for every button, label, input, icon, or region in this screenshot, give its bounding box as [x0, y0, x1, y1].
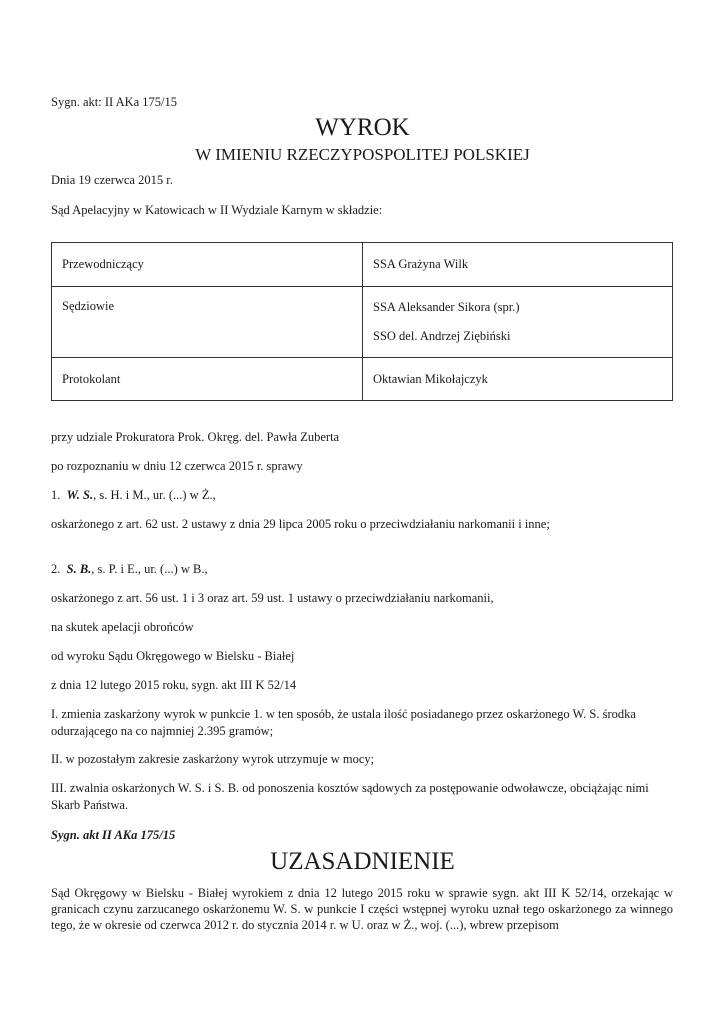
judge-1: SSA Aleksander Sikora (spr.): [373, 300, 520, 314]
judge-2: SSO del. Andrzej Ziębiński: [373, 329, 511, 343]
hearing-line: po rozpoznaniu w dniu 12 czerwca 2015 r. sprawy: [51, 459, 303, 473]
ruling-3: III. zwalnia oskarżonych W. S. i S. B. od ponoszenia kosztów sądowych za postępowanie odwoławcze, obciążając nimi Skarb Państwa.: [51, 781, 649, 812]
ruling-1: I. zmienia zaskarżony wyrok w punkcie 1. w ten sposób, że ustala ilość posiadanego przez oskarżonego W. S. środka odurzającego na co najmniej 2.395 gramów;: [51, 707, 636, 738]
judgment-subtitle: W IMIENIU RZECZYPOSPOLITEJ POLSKIEJ: [195, 145, 530, 164]
appealed-judgment-line: od wyroku Sądu Okręgowego w Bielsku - Białej: [51, 649, 295, 663]
judgment-date: Dnia 19 czerwca 2015 r.: [51, 173, 173, 187]
defendant-2-details: , s. P. i E., ur. (...) w B.,: [91, 562, 208, 576]
defendant-1: [51, 487, 216, 503]
clerk-value: Oktawian Mikołajczyk: [363, 358, 673, 401]
justification-title: UZASADNIENIE: [270, 848, 455, 875]
appeal-line: na skutek apelacji obrońców: [51, 620, 194, 634]
appealed-judgment-date: z dnia 12 lutego 2015 roku, sygn. akt III K 52/14: [51, 678, 297, 692]
justification-paragraph: Sąd Okręgowy w Bielsku - Białej wyrokiem z dnia 12 lutego 2015 roku w sprawie sygn. akt III K 52/14, orzekając w granicach czynu zarzucanego oskarżonemu W. S. w punkcie I części wstępnej wyroku uznał tego oskarżonego za winnego tego, że w okresie od czerwca 2012 r. do stycznia 2014 r. w U. oraz w Ż., woj. (...), wbrew przepisom: [51, 886, 673, 932]
judgment-title: WYROK: [315, 114, 410, 141]
bench-row-presiding: [52, 243, 673, 287]
bench-table: [51, 242, 673, 401]
clerk-label: Protokolant: [52, 358, 363, 401]
case-signature-justification: Sygn. akt II AKa 175/15: [51, 828, 176, 842]
defendant-1-details: , s. H. i M., ur. (...) w Ż.,: [93, 488, 216, 502]
judges-cell: [363, 287, 673, 358]
charge-1: oskarżonego z art. 62 ust. 2 ustawy z dnia 29 lipca 2005 roku o przeciwdziałaniu narkomanii i inne;: [51, 517, 550, 531]
bench-row-judges: [52, 287, 673, 358]
bench-row-clerk: [52, 358, 673, 401]
defendant-1-name: W. S.: [66, 488, 94, 502]
presiding-value: SSA Grażyna Wilk: [363, 243, 673, 287]
charge-2: oskarżonego z art. 56 ust. 1 i 3 oraz art. 59 ust. 1 ustawy o przeciwdziałaniu narkomanii,: [51, 591, 494, 605]
defendant-2: [51, 561, 208, 577]
court-composition-line: Sąd Apelacyjny w Katowicach w II Wydziale Karnym w składzie:: [51, 203, 383, 217]
prosecutor-line: przy udziale Prokuratora Prok. Okręg. del. Pawła Zuberta: [51, 430, 340, 444]
judges-label: Sędziowie: [52, 287, 363, 358]
defendant-2-number: 2.: [51, 562, 61, 576]
defendant-1-number: 1.: [51, 488, 61, 502]
defendant-2-name: S. B.: [66, 562, 92, 576]
case-signature-top: Sygn. akt: II AKa 175/15: [51, 95, 178, 109]
presiding-label: Przewodniczący: [52, 243, 363, 287]
ruling-2: II. w pozostałym zakresie zaskarżony wyrok utrzymuje w mocy;: [51, 752, 375, 766]
